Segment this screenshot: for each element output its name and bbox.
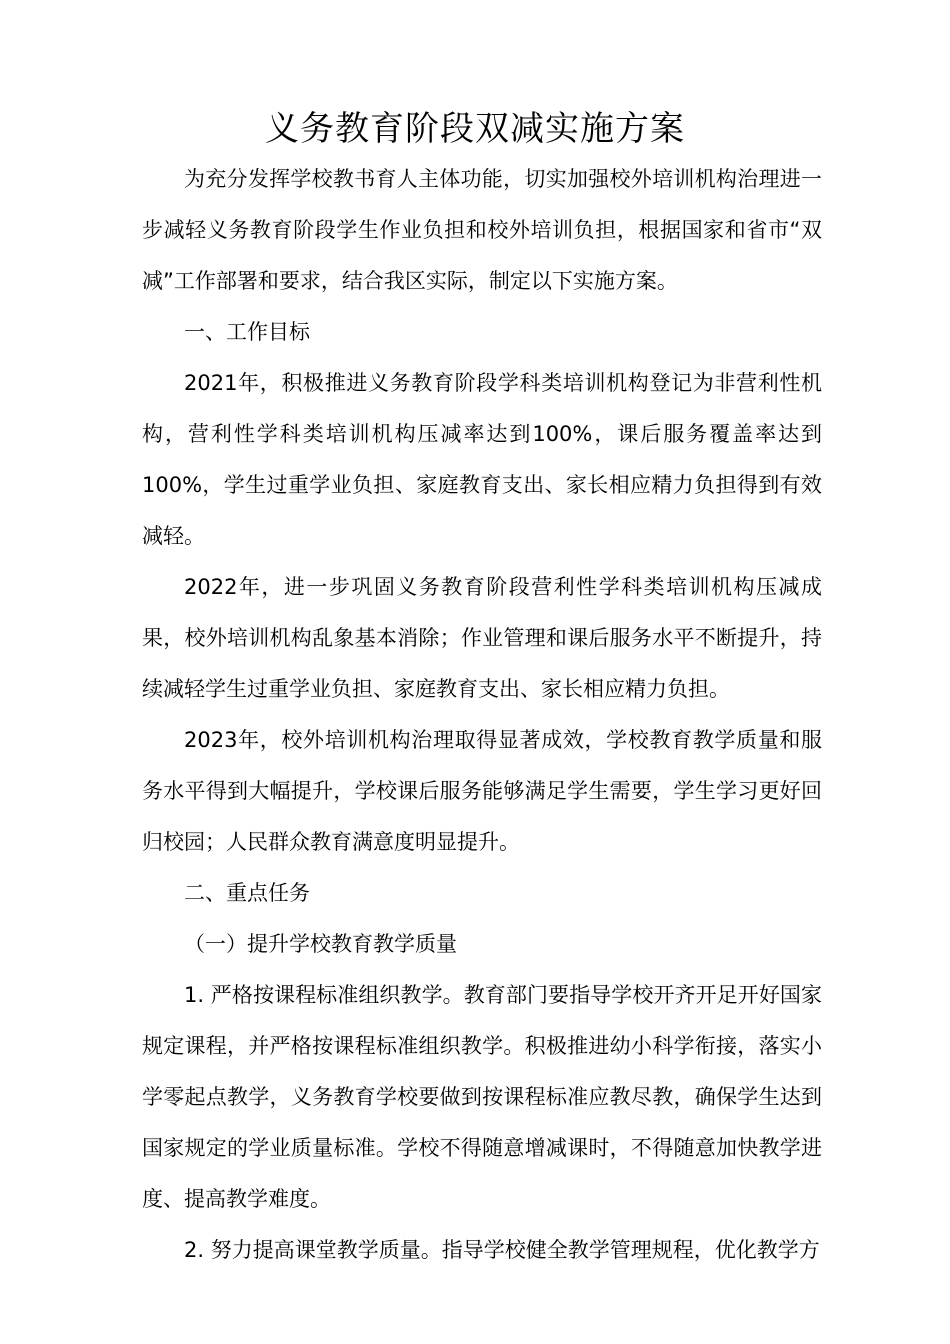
task-item-1-paragraph: 1. 严格按课程标准组织教学。教育部门要指导学校开齐开足开好国家规定课程，并严格按课程标准组织教学。积极推进幼小科学衔接，落实小学零起点教学，义务教育学校要做到按课程标准应教尽教，确保学生达到国家规定的学业质量标准。学校不得随意增减课时，不得随意加快教学进度、提高教学难度。	[142, 983, 822, 1211]
task-item-2-paragraph: 2. 努力提高课堂教学质量。指导学校健全教学管理规程，优化教学方	[184, 1238, 820, 1262]
goal-2022-paragraph: 2022年，进一步巩固义务教育阶段营利性学科类培训机构压减成果，校外培训机构乱象基本消除；作业管理和课后服务水平不断提升，持续减轻学生过重学业负担、家庭教育支出、家长相应精力负担。	[142, 575, 822, 701]
document-title: 义务教育阶段双减实施方案	[265, 109, 685, 149]
goal-2023-paragraph: 2023年，校外培训机构治理取得显著成效，学校教育教学质量和服务水平得到大幅提升，学校课后服务能够满足学生需要，学生学习更好回归校园；人民群众教育满意度明显提升。	[142, 728, 822, 854]
section-heading-goals: 一、工作目标	[184, 320, 310, 344]
section-heading-tasks: 二、重点任务	[184, 881, 310, 905]
subsection-heading-quality: （一）提升学校教育教学质量	[184, 932, 457, 956]
intro-paragraph: 为充分发挥学校教书育人主体功能，切实加强校外培训机构治理进一步减轻义务教育阶段学生作业负担和校外培训负担，根据国家和省市“双减”工作部署和要求，结合我区实际，制定以下实施方案。	[142, 167, 822, 293]
goal-2021-paragraph: 2021年，积极推进义务教育阶段学科类培训机构登记为非营利性机构，营利性学科类培训机构压减率达到100%，课后服务覆盖率达到100%，学生过重学业负担、家庭教育支出、家长相应精力负担得到有效减轻。	[142, 371, 822, 548]
document-body	[142, 154, 822, 1276]
